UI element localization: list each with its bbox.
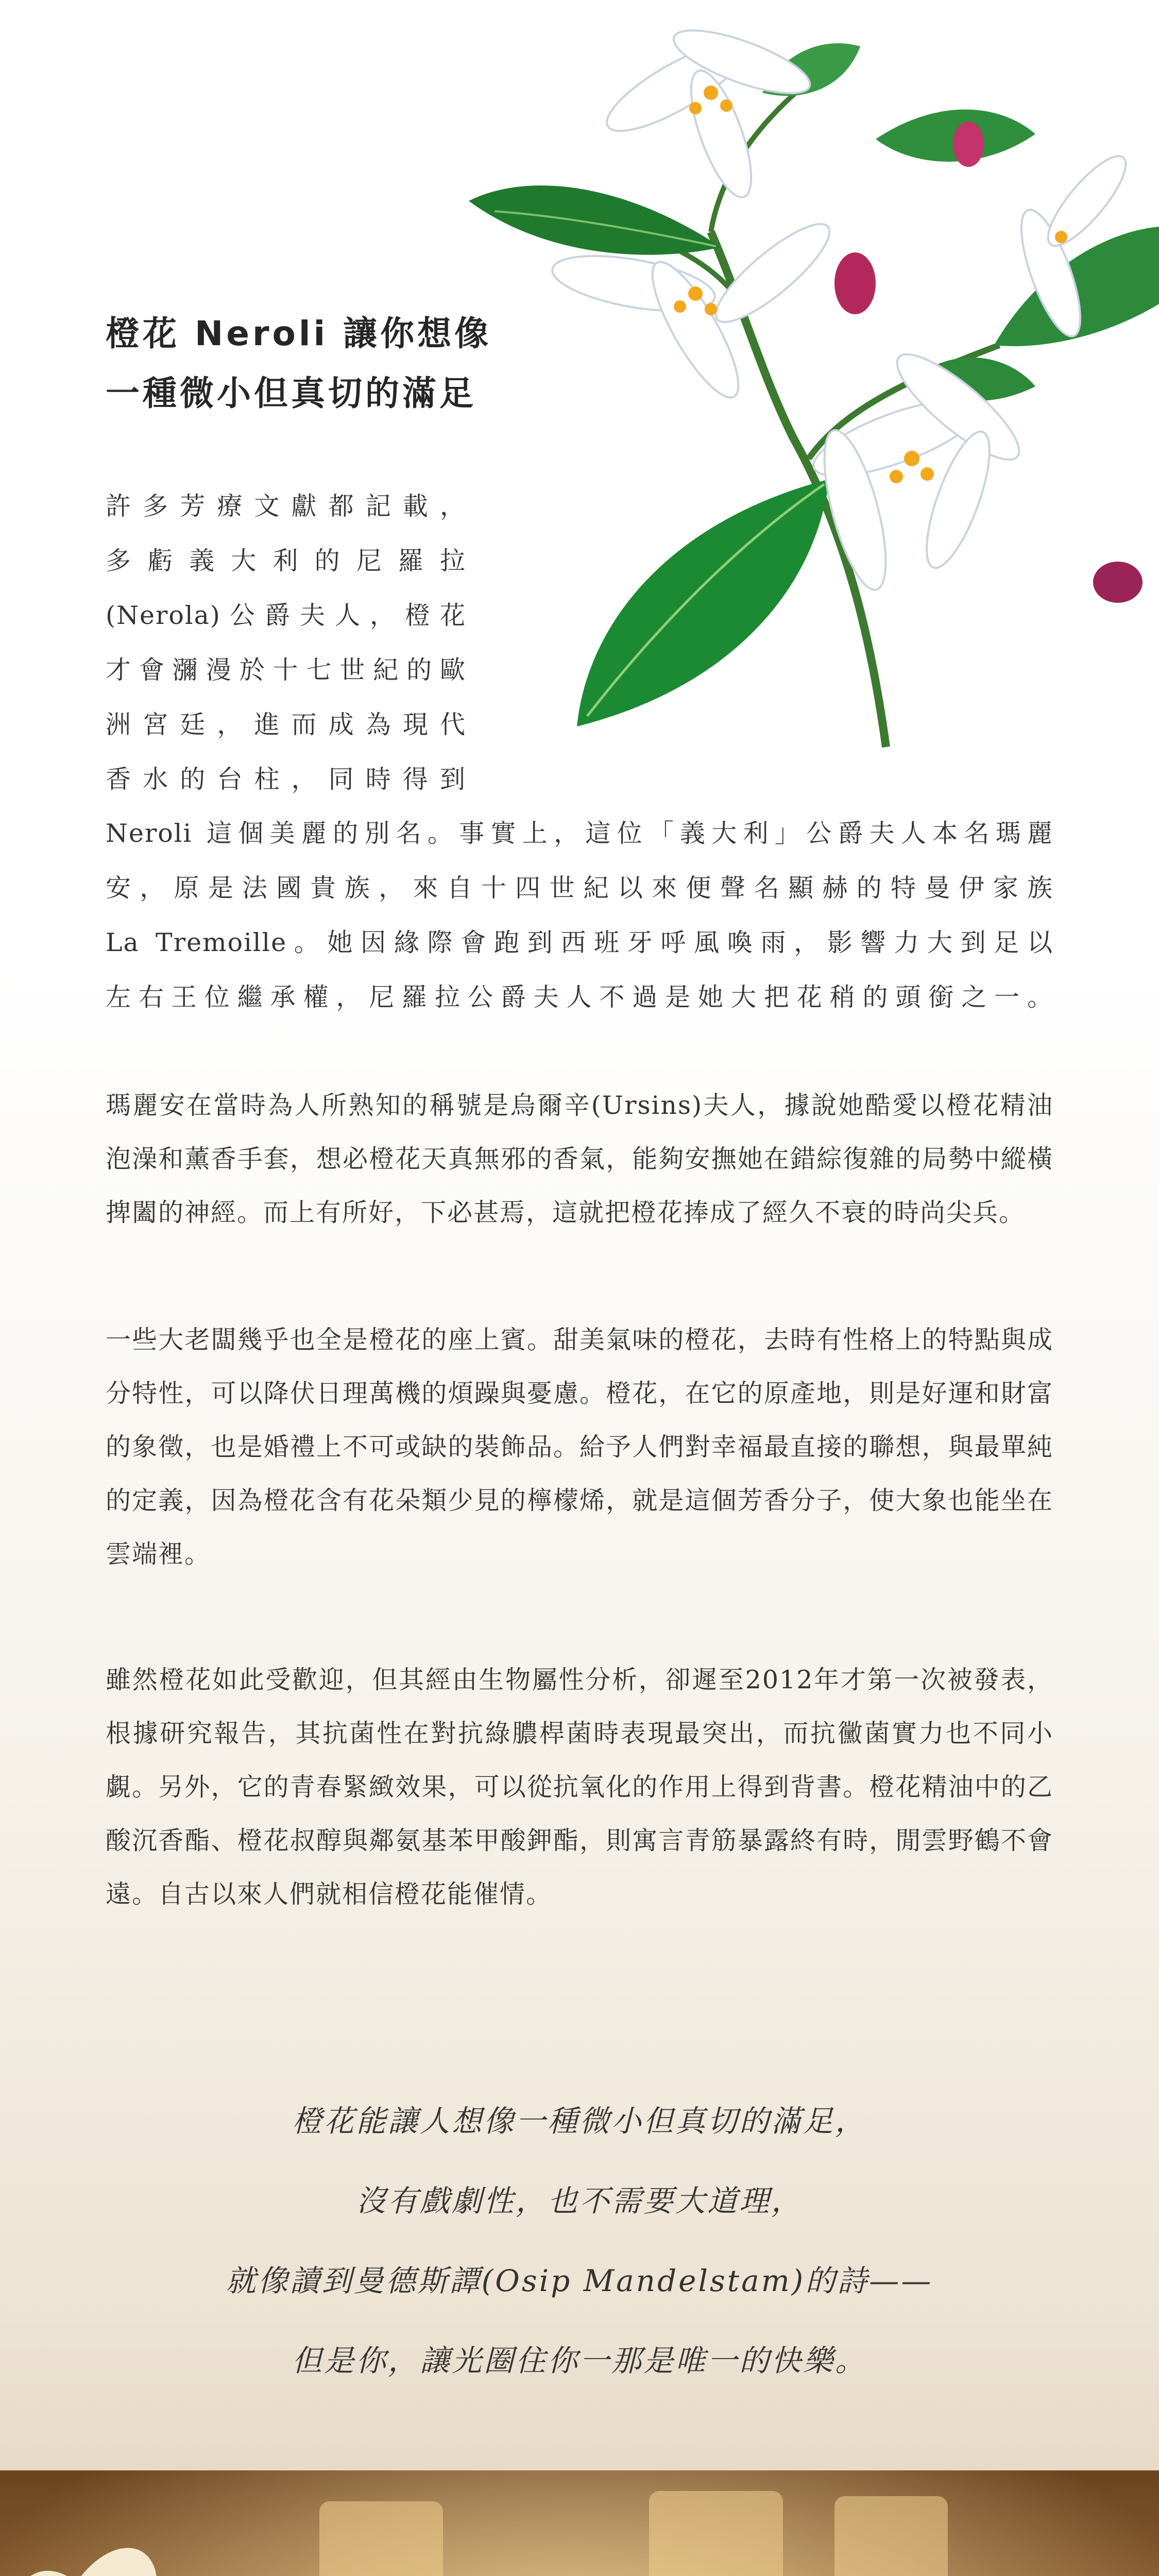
continuation-line: 左右王位繼承權，尼羅拉公爵夫人不過是她大把花稍的頭銜之一。 (106, 982, 1053, 1012)
continuation-line: Neroli 這個美麗的別名。事實上，這位「義大利」公爵夫人本名瑪麗 (106, 819, 1053, 848)
intro-line: 洲宮廷，進而成為現代 (106, 710, 466, 739)
perfume-bottle-photo (0, 2470, 1159, 2576)
heading-line-2: 一種微小但真切的滿足 (106, 374, 476, 413)
intro-continuation (106, 806, 1053, 1025)
page-heading (106, 304, 528, 423)
intro-line: 多虧義大利的尼羅拉 (106, 546, 466, 575)
orange-blossom-illustration (453, 15, 1159, 778)
paragraph-symbolism: 一些大老闆幾乎也全是橙花的座上賓。甜美氣味的橙花，去時有性格上的特點與成分特性，可以降伏日理萬機的煩躁與憂慮。橙花，在它的原產地，則是好運和財富的象徵，也是婚禮上不可或缺的裝飾品。給予人們對幸福最直接的聯想，與最單純的定義，因為橙花含有花朵類少見的檸檬烯，就是這個芳香分子，使大象也能坐在雲端裡。 (106, 1325, 1053, 1569)
intro-line: (Nerola)公爵夫人，橙花 (106, 601, 466, 630)
quote-line: 橙花能讓人想像一種微小但真切的滿足， (292, 2104, 867, 2139)
intro-line: 才會瀰漫於十七世紀的歐 (106, 655, 466, 685)
quote-line: 沒有戲劇性，也不需要大道理， (355, 2183, 803, 2218)
paragraph-research: 雖然橙花如此受歡迎，但其經由生物屬性分析，卻遲至2012年才第一次被發表，根據研究報告，其抗菌性在對抗綠膿桿菌時表現最突出，而抗黴菌實力也不同小覷。另外，它的青春緊緻效果，可以從抗氧化的作用上得到背書。橙花精油中的乙酸沉香酯、橙花叔醇與鄰氨基苯甲酸鉀酯，則寓言青筋暴露終有時，閒雲野鶴不會遠。自古以來人們就相信橙花能催情。 (106, 1665, 1053, 1909)
paragraph-ursins: 瑪麗安在當時為人所熟知的稱號是烏爾辛(Ursins)夫人，據說她酷愛以橙花精油泡澡和薰香手套，想必橙花天真無邪的香氣，能夠安撫她在錯綜復雜的局勢中縱橫捭闔的神經。而上有所好，下必甚焉，這就把橙花捧成了經久不衰的時尚尖兵。 (106, 1091, 1053, 1227)
heading-line-1: 橙花 Neroli 讓你想像 (106, 314, 492, 353)
intro-paragraph (106, 479, 466, 807)
continuation-line: 安，原是法國貴族，來自十四世紀以來便聲名顯赫的特曼伊家族 (106, 873, 1053, 903)
continuation-line: La Tremoille。她因緣際會跑到西班牙呼風喚雨，影響力大到足以 (106, 928, 1053, 957)
closing-quote (0, 2081, 1159, 2401)
quote-line: 但是你，讓光圈住你一那是唯一的快樂。 (292, 2343, 867, 2378)
intro-line: 香水的台柱，同時得到 (106, 765, 466, 794)
intro-line: 許多芳療文獻都記載， (106, 492, 466, 521)
quote-line: 就像讀到曼德斯譚(Osip Mandelstam)的詩—— (226, 2263, 933, 2298)
